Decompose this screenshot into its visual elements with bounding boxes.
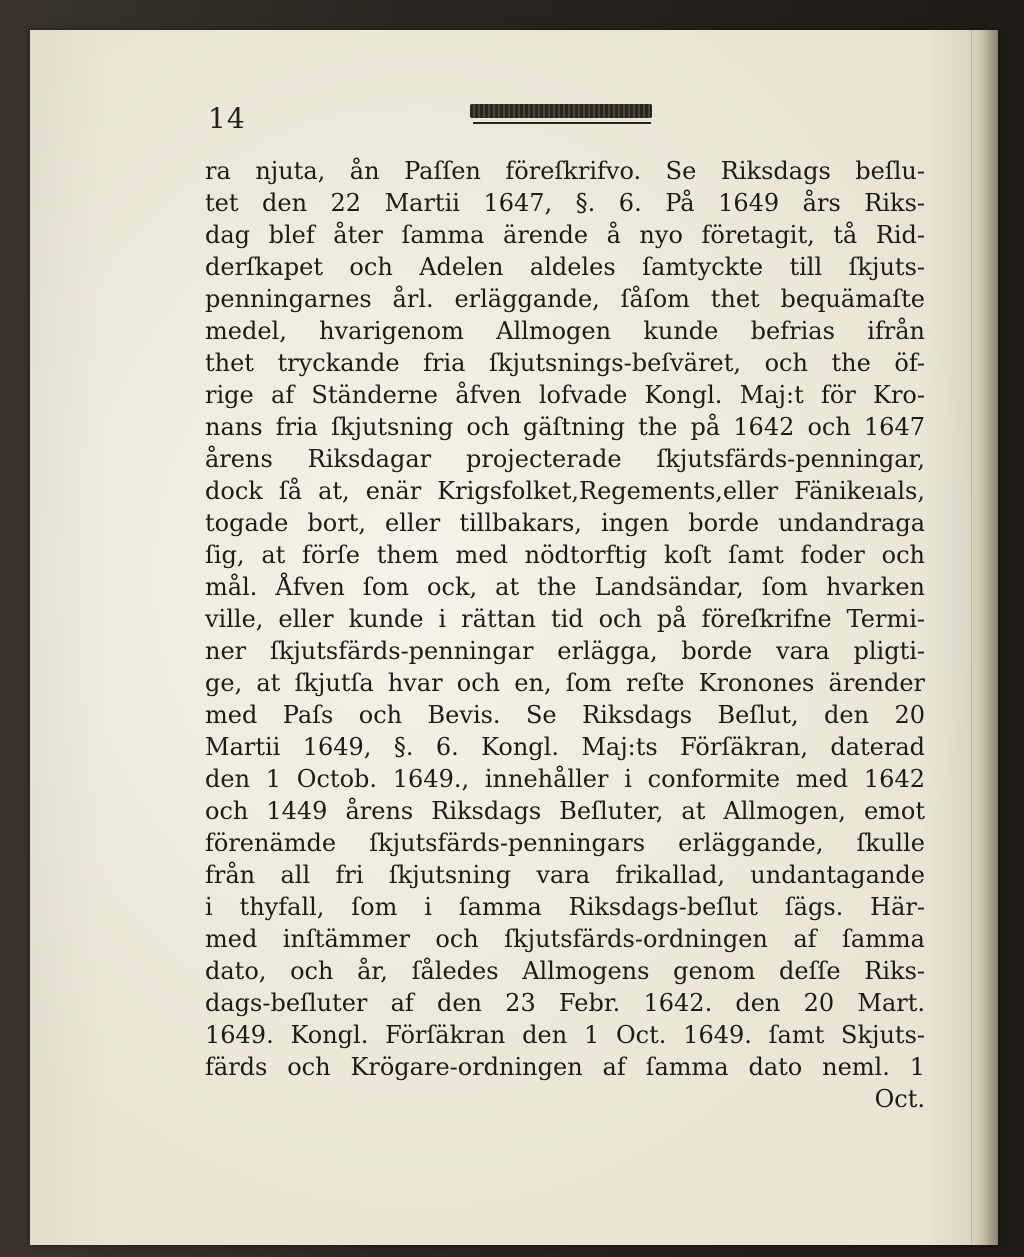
text-line: med Paſs och Bevis. Se Riksdags Beſlut, den 20	[205, 701, 925, 729]
text-line: från all fri ſkjutsning vara frikallad, undantagande	[205, 861, 925, 889]
text-line: ra njuta, ån Paſſen föreſkrifvo. Se Riksdags beſlu-	[205, 157, 925, 185]
text-line: penningarnes årl. erläggande, ſåſom thet bequämaſte	[205, 285, 925, 313]
text-line: 1649. Kongl. Förſäkran den 1 Oct. 1649. ſamt Skjuts-	[205, 1021, 925, 1049]
header-rule	[473, 122, 651, 124]
text-line: dags-beſluter af den 23 Febr. 1642. den 20 Mart.	[205, 989, 925, 1017]
body-text	[205, 155, 925, 1115]
text-line: med inſtämmer och ſkjutsfärds-ordningen af ſamma	[205, 925, 925, 953]
book-page	[30, 30, 998, 1245]
header-ornament	[470, 104, 652, 118]
text-line: den 1 Octob. 1649., innehåller i conformite med 1642	[205, 765, 925, 793]
text-line: derſkapet och Adelen aldeles ſamtyckte till ſkjuts-	[205, 253, 925, 281]
page-number: 14	[208, 102, 246, 135]
text-line: ge, at ſkjutſa hvar och en, ſom reſte Kronones ärender	[205, 669, 925, 697]
text-line: medel, hvarigenom Allmogen kunde befrias ifrån	[205, 317, 925, 345]
text-line: och 1449 årens Riksdags Beſluter, at Allmogen, emot	[205, 797, 925, 825]
text-line: ner ſkjutsfärds-penningar erlägga, borde vara pligti-	[205, 637, 925, 665]
text-line: årens Riksdagar projecterade ſkjutsfärds-penningar,	[205, 445, 925, 473]
text-line: togade bort, eller tillbakars, ingen borde undandraga	[205, 509, 925, 537]
text-line: dag blef åter ſamma ärende å nyo företagit, tå Rid-	[205, 221, 925, 249]
text-line: dock ſå at, enär Krigsfolket,Regements,eller Fänikeıals,	[205, 477, 925, 505]
text-line: förenämde ſkjutsfärds-penningars erläggande, ſkulle	[205, 829, 925, 857]
text-line: nans fria ſkjutsning och gäſtning the på 1642 och 1647	[205, 413, 925, 441]
text-line: i thyfall, ſom i ſamma Riksdags-beſlut ſägs. Här-	[205, 893, 925, 921]
text-line: thet tryckande fria ſkjutsnings-beſväret, och the öf-	[205, 349, 925, 377]
text-line: färds och Krögare-ordningen af ſamma dato neml. 1	[205, 1053, 925, 1081]
text-line: ſig, at förſe them med nödtorftig koſt ſamt foder och	[205, 541, 925, 569]
text-line: Martii 1649, §. 6. Kongl. Maj:ts Förſäkran, daterad	[205, 733, 925, 761]
page-gutter	[971, 30, 998, 1245]
text-line: Oct.	[874, 1085, 925, 1113]
text-line: tet den 22 Martii 1647, §. 6. På 1649 års Riks-	[205, 189, 925, 217]
text-line: dato, och år, ſåledes Allmogens genom deſſe Riks-	[205, 957, 925, 985]
text-line: mål. Åfven ſom ock, at the Landsändar, ſom hvarken	[205, 573, 925, 601]
text-line: ville, eller kunde i rättan tid och på föreſkrifne Termi-	[205, 605, 925, 633]
text-line: rige af Ständerne åfven lofvade Kongl. Maj:t för Kro-	[205, 381, 925, 409]
